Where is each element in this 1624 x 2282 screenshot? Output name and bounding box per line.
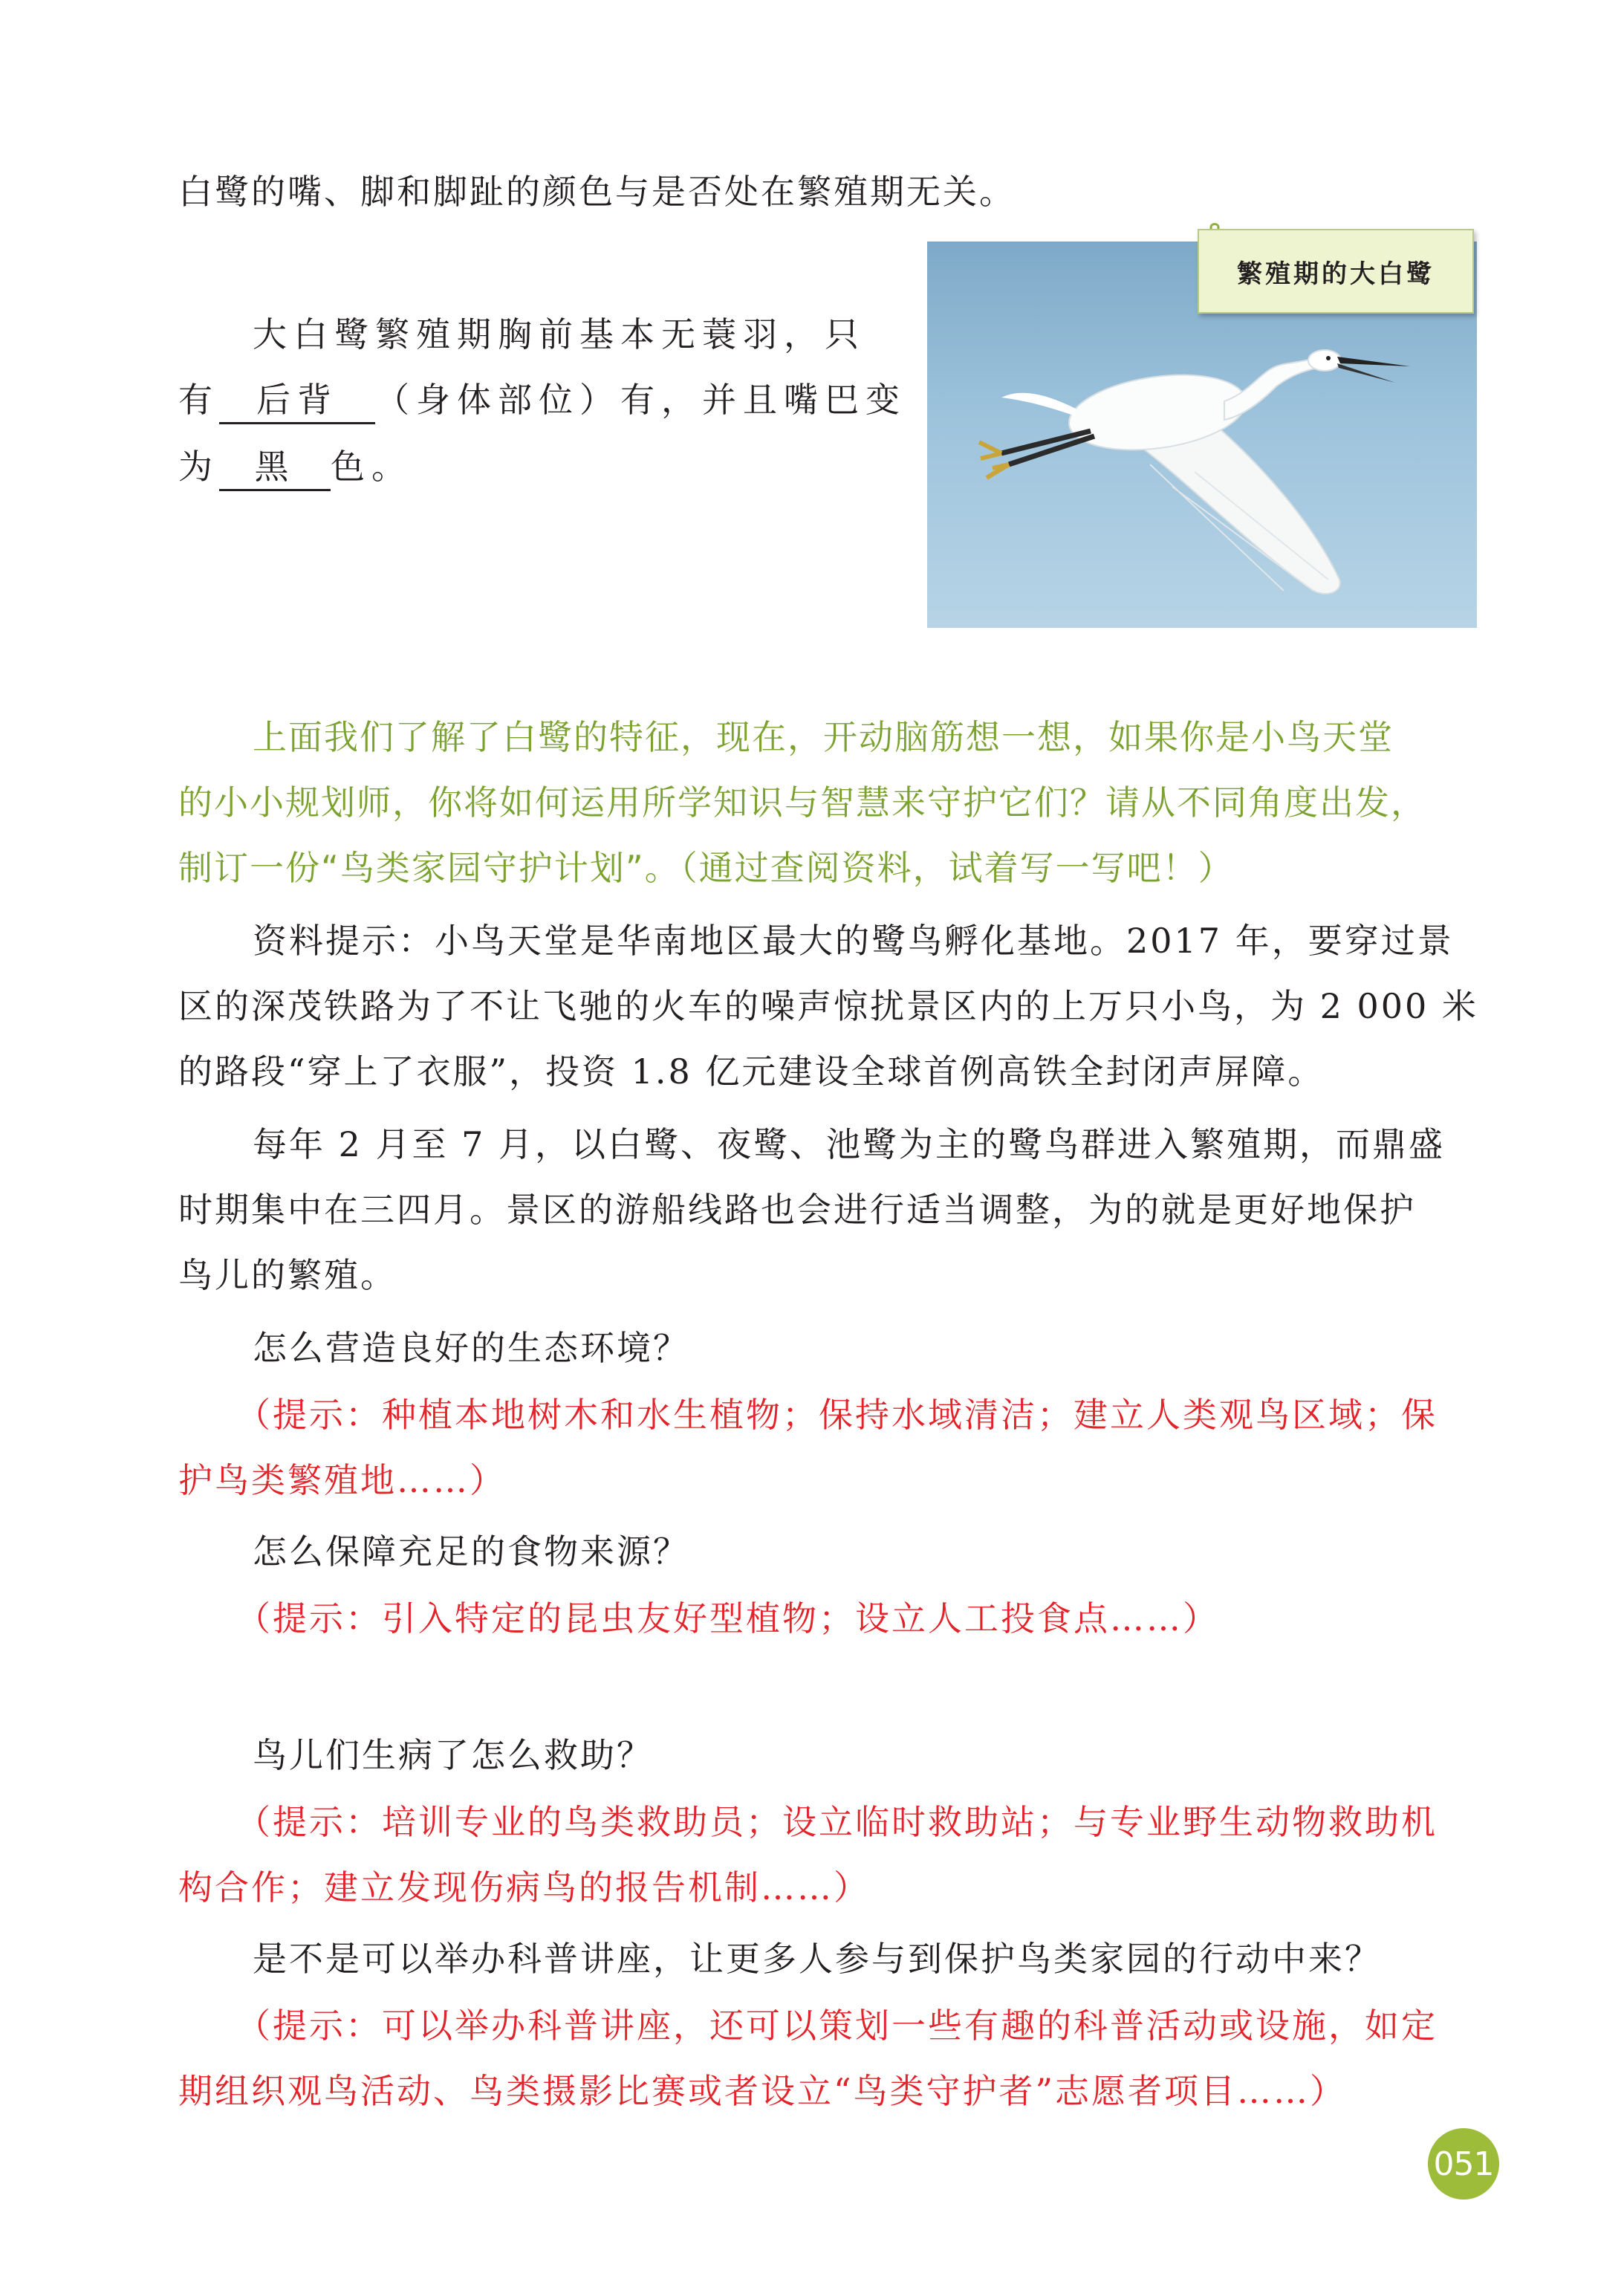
intro-text: 白鹭的嘴、脚和脚趾的颜色与是否处在繁殖期无关。 [178, 172, 1016, 212]
breeding-line-1: 大白鹭繁殖期胸前基本无蓑羽，只 [253, 314, 865, 354]
hint-lecture-line-1: （提示：可以举办科普讲座，还可以策划一些有趣的科普活动或设施，如定 [236, 2006, 1438, 2046]
hint-lecture-line-2: 期组织观鸟活动、鸟类摄影比赛或者设立“鸟类守护者”志愿者项目……） [178, 2071, 1347, 2111]
breeding-line-2 [178, 377, 906, 424]
question-rescue: 鸟儿们生病了怎么救助？ [253, 1735, 653, 1775]
breeding-line-3-post: 色。 [331, 447, 412, 487]
page-number-badge: 051 [1428, 2128, 1499, 2200]
season-line-1: 每年 2 月至 7 月，以白鹭、夜鹭、池鹭为主的鹭鸟群进入繁殖期，而鼎盛 [253, 1124, 1446, 1164]
question-food: 怎么保障充足的食物来源？ [253, 1531, 689, 1572]
answer-blank-color[interactable]: 黑 [219, 444, 331, 491]
breeding-line-3 [178, 444, 412, 491]
answer-blank-body-part[interactable]: 后背 [219, 377, 375, 424]
task-line-2: 的小小规划师，你将如何运用所学知识与智慧来守护它们？请从不同角度出发， [178, 782, 1426, 823]
question-lecture: 是不是可以举办科普讲座，让更多人参与到保护鸟类家园的行动中来？ [253, 1939, 1381, 1979]
task-line-1: 上面我们了解了白鹭的特征，现在，开动脑筋想一想，如果你是小鸟天堂 [253, 717, 1394, 757]
photo-caption-tag: 繁殖期的大白鹭 [1198, 229, 1474, 314]
resource-line-2: 区的深茂铁路为了不让飞驰的火车的噪声惊扰景区内的上万只小鸟，为 2 000 米 [178, 986, 1478, 1026]
question-ecology: 怎么营造良好的生态环境？ [253, 1328, 689, 1368]
hint-ecology-line-1: （提示：种植本地树木和水生植物；保持水域清洁；建立人类观鸟区域；保 [236, 1395, 1438, 1435]
hint-rescue-line-2: 构合作；建立发现伤病鸟的报告机制……） [178, 1867, 870, 1907]
season-line-2: 时期集中在三四月。景区的游船线路也会进行适当调整，为的就是更好地保护 [178, 1190, 1416, 1230]
hint-rescue-line-1: （提示：培训专业的鸟类救助员；设立临时救助站；与专业野生动物救助机 [236, 1802, 1438, 1842]
breeding-line-3-pre: 为 [178, 447, 219, 487]
resource-line-1: 资料提示：小鸟天堂是华南地区最大的鹭鸟孵化基地。2017 年，要穿过景 [253, 921, 1454, 961]
season-line-3: 鸟儿的繁殖。 [178, 1255, 397, 1295]
breeding-line-2-pre: 有 [178, 380, 219, 420]
task-line-3: 制订一份“鸟类家园守护计划”。（通过查阅资料，试着写一写吧！） [178, 848, 1234, 888]
hint-food-line-1: （提示：引入特定的昆虫友好型植物；设立人工投食点……） [236, 1598, 1219, 1638]
hint-ecology-line-2: 护鸟类繁殖地……） [178, 1460, 506, 1500]
resource-line-3: 的路段“穿上了衣服”，投资 1.8 亿元建设全球首例高铁全封闭声屏障。 [178, 1051, 1325, 1092]
breeding-line-2-post: （身体部位）有，并且嘴巴变 [375, 380, 906, 420]
